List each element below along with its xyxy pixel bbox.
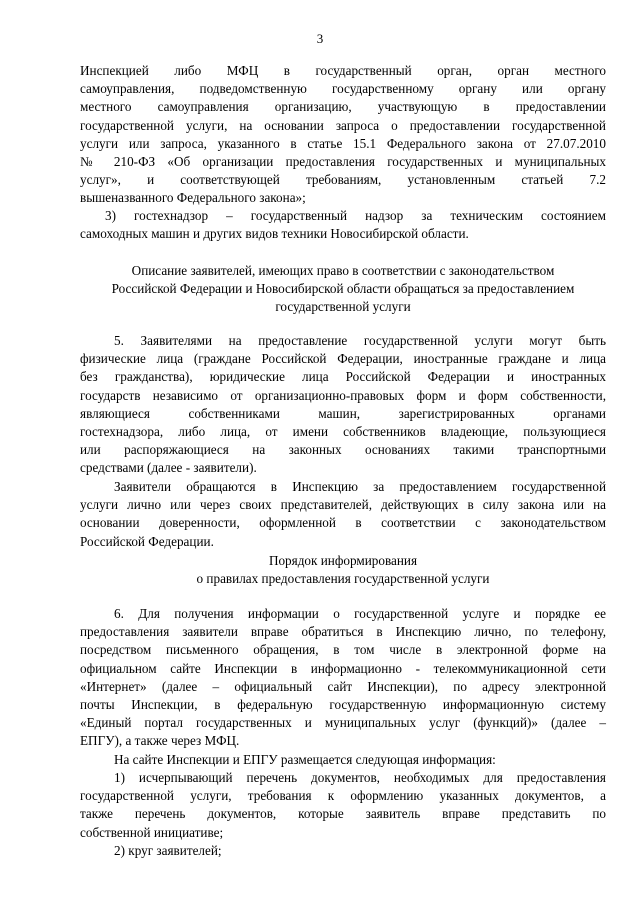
heading-line: государственной услуги	[275, 299, 411, 315]
text-line: услуги или запроса, указанного в статье 15.1 Федерального закона от 27.07.2010	[80, 135, 606, 151]
text-line: почты Инспекции, в федеральную государственную информационную систему	[80, 697, 606, 713]
text-line: «Интернет» (далее – официальный сайт Инспекции), по адресу электронной	[80, 678, 606, 694]
paragraph-applicants-apply	[80, 478, 606, 551]
text-line: или распоряжающиеся на законных основаниях такими транспортными	[80, 442, 606, 458]
text-line: Инспекцией либо МФЦ в государственный орган, орган местного	[80, 63, 606, 78]
section-heading-applicants	[80, 262, 606, 317]
text-line: самоходных машин и других видов техники Новосибирской области.	[80, 226, 469, 242]
text-line: являющиеся собственниками машин, зарегистрированных органами	[80, 405, 606, 421]
text-line: собственной инициативе;	[80, 824, 224, 840]
text-line: На сайте Инспекции и ЕПГУ размещается следующая информация:	[114, 752, 496, 767]
text-line: вышеназванного Федерального закона»;	[80, 190, 306, 206]
heading-line: о правилах предоставления государственной услуги	[196, 571, 490, 587]
paragraph-continuation	[80, 62, 606, 208]
paragraph-item-3	[80, 207, 606, 243]
text-line: официальном сайте Инспекции в информационно - телекоммуникационной сети	[80, 660, 606, 676]
paragraph-subitem-1	[80, 769, 606, 842]
text-line: без гражданства), юридические лица Российской Федерации и иностранных	[80, 369, 606, 385]
text-line: государственной услуги, требования к оформлению указанных документов, а	[80, 788, 606, 804]
text-line: местного самоуправления организацию, участвующую в предоставлении	[80, 99, 606, 115]
text-line: 1) исчерпывающий перечень документов, необходимых для предоставления	[114, 770, 606, 785]
text-line: посредством письменного обращения, в том числе в электронной форме на	[80, 642, 606, 658]
text-line: 3) гостехнадзор – государственный надзор за техническим состоянием	[105, 208, 606, 223]
text-line: услуги лично или через своих представителей, действующих в силу закона или на	[80, 497, 606, 513]
paragraph-site-info	[80, 751, 606, 769]
page-number: 3	[316, 31, 324, 46]
section-heading-informing	[80, 552, 606, 588]
text-line: «Единый портал государственных и муниципальных услуг (функций)» (далее –	[80, 715, 606, 731]
paragraph-subitem-2	[80, 842, 606, 860]
paragraph-item-5	[80, 332, 606, 478]
text-line: основании доверенности, оформленной в соответствии с законодательством	[80, 515, 606, 531]
text-line: государств независимо от организационно-правовых форм и форм собственности,	[80, 387, 606, 403]
text-line: также перечень документов, которые заявитель вправе представить по	[80, 806, 606, 822]
paragraph-item-6	[80, 605, 606, 751]
text-line: физические лица (граждане Российской Федерации, иностранные граждане и лица	[80, 351, 606, 367]
text-line: 2) круг заявителей;	[114, 843, 222, 858]
text-line: 5. Заявителями на предоставление государственной услуги могут быть	[114, 333, 606, 348]
text-line: № 210-ФЗ «Об организации предоставления государственных и муниципальных	[80, 154, 606, 170]
text-line: Заявители обращаются в Инспекцию за предоставлением государственной	[114, 479, 606, 494]
text-line: средствами (далее - заявители).	[80, 460, 257, 476]
text-line: предоставления заявители вправе обратиться в Инспекцию лично, по телефону,	[80, 624, 606, 640]
text-line: Российской Федерации.	[80, 533, 214, 549]
text-line: самоуправления, подведомственную государственному органу или органу	[80, 81, 606, 97]
heading-line: Порядок информирования	[268, 553, 418, 568]
text-line: государственной услуги, на основании запроса о предоставлении государственной	[80, 117, 606, 133]
heading-line: Российской Федерации и Новосибирской области обращаться за предоставлением	[111, 281, 575, 297]
heading-line: Описание заявителей, имеющих право в соответствии с законодательством	[131, 263, 555, 278]
text-line: услуг», и соответствующей требованиям, установленным статьей 7.2	[80, 172, 606, 188]
text-line: гостехнадзора, либо лица, от имени собственников владеющие, пользующиеся	[80, 424, 606, 440]
text-line: ЕПГУ), а также через МФЦ.	[80, 733, 240, 749]
text-line: 6. Для получения информации о государственной услуге и порядке ее	[114, 606, 606, 621]
